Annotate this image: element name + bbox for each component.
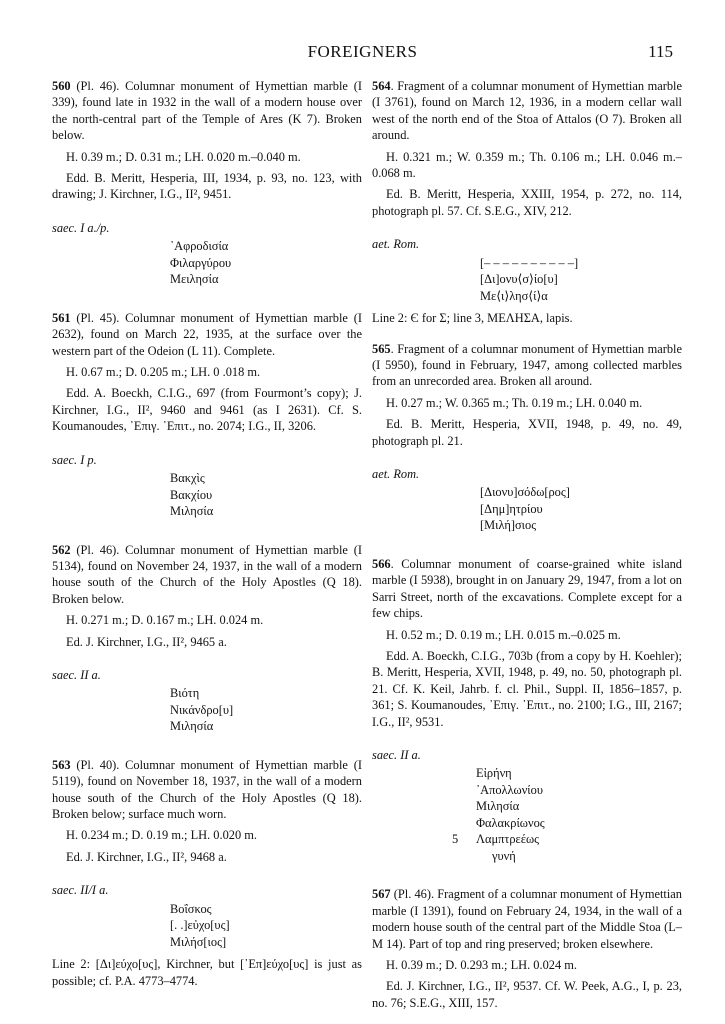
entry-date: aet. Rom. bbox=[372, 237, 420, 252]
inscription-line: [Διονυ]σόδω[ρος] bbox=[480, 485, 570, 500]
inscription-text bbox=[52, 685, 362, 735]
inscription-line: Νικάνδρο[υ] bbox=[170, 702, 234, 717]
entry-measurements: H. 0.39 m.; D. 0.31 m.; LH. 0.020 m.–0.040 m. bbox=[66, 149, 301, 164]
entry-description: 565. Fragment of a columnar monument of Hymettian marble (I 5950), found in February, 1947, among collected marbles from an unrecorded area. Broken all around. bbox=[372, 341, 682, 389]
inscription-text bbox=[52, 901, 362, 951]
entry-measurements: H. 0.52 m.; D. 0.19 m.; LH. 0.015 m.–0.025 m. bbox=[386, 627, 621, 642]
entry-number: 561 bbox=[52, 310, 71, 325]
inscription-text bbox=[372, 484, 682, 534]
entry-measurements: H. 0.39 m.; D. 0.293 m.; LH. 0.024 m. bbox=[386, 958, 578, 972]
inscription-line: Μιλησία bbox=[170, 504, 214, 518]
entry-date: saec. II a. bbox=[372, 747, 421, 762]
inscription-line: Με⟨ι⟩λησ⟨ί⟩α bbox=[480, 288, 548, 303]
inscription-line: Λαμπτρεέως bbox=[476, 832, 540, 847]
inscription-line: γυνή bbox=[492, 848, 516, 863]
running-title: FOREIGNERS bbox=[307, 42, 418, 61]
inscription-line: [– – – – – – – – – –] bbox=[480, 255, 579, 270]
inscription-line: Φιλαργύρου bbox=[170, 255, 232, 270]
entry-measurements: H. 0.234 m.; D. 0.19 m.; LH. 0.020 m. bbox=[66, 828, 258, 843]
inscription-line: [. .]εὐχο[υς] bbox=[170, 918, 230, 933]
entry-editions: Ed. J. Kirchner, I.G., II², 9468 a. bbox=[66, 849, 227, 864]
page-number: 115 bbox=[648, 42, 673, 61]
inscription-line: Φαλακρίωνος bbox=[476, 815, 545, 830]
entry-measurements: H. 0.67 m.; D. 0.205 m.; LH. 0 .018 m. bbox=[66, 364, 261, 379]
entry-note: Line 2: Є for Σ; line 3, ΜΕΛΗΣΑ, lapis. bbox=[372, 311, 573, 326]
inscription-text bbox=[52, 470, 362, 520]
inscription-line: Μειλησία bbox=[170, 272, 219, 287]
inscription-line: [Δημ]ητρίου bbox=[480, 501, 543, 516]
inscription-line: Βοΐσκος bbox=[170, 901, 212, 916]
entry-desc-text: Fragment of a columnar monument of Hymettian marble (I 3761), found on March 12, 1936, in a modern cellar wall west of the north end of the Stoa of Attalos (O 7). Broken all around. bbox=[372, 79, 682, 143]
entry-measurements: H. 0.27 m.; W. 0.365 m.; Th. 0.19 m.; LH. 0.040 m. bbox=[386, 395, 643, 410]
entry-description bbox=[52, 542, 362, 608]
entry-desc-text: (Pl. 40). Columnar monument of Hymettian marble (I 5119), found on November 18, 1937, in the wall of a modern house south of the Church of the Holy Apostles (Q 18). Broken below; surface much worn. bbox=[52, 757, 362, 822]
entry-number: 563 bbox=[52, 757, 71, 772]
entry-desc-text: (Pl. 46). Columnar monument of Hymettian marble (I 5134), found on November 24, 1937, in the wall of a modern house south of the Church of the Holy Apostles (Q 18). Broken below. bbox=[52, 542, 362, 606]
entry-number: 564 bbox=[372, 79, 391, 93]
entry-number: 562 bbox=[52, 542, 71, 557]
left-column bbox=[52, 78, 362, 989]
inscription-line: Εἰρήνη bbox=[476, 766, 512, 781]
inscription-line-numbered bbox=[452, 831, 682, 848]
entry-desc-text: (Pl. 45). Columnar monument of Hymettian marble (I 2632), found on March 22, 1935, at the surface over the western part of the Odeion (L 11). Complete. bbox=[52, 310, 362, 358]
entry-566 bbox=[372, 556, 682, 864]
inscription-line: ᾿Αφροδισία bbox=[170, 239, 229, 254]
inscription-line: ᾿Απολλωνίου bbox=[476, 782, 543, 797]
entry-date: saec. II a. bbox=[52, 667, 101, 682]
entry-measurements: H. 0.321 m.; W. 0.359 m.; Th. 0.106 m.; LH. 0.046 m.–0.068 m. bbox=[372, 149, 682, 181]
entry-563 bbox=[52, 757, 362, 989]
entry-desc-text: Fragment of a columnar monument of Hymettian marble (I 5950), found in February, 1947, among collected marbles from an unrecorded area. Broken all around. bbox=[372, 341, 682, 389]
entry-565 bbox=[372, 341, 682, 534]
inscription-line: Βιότη bbox=[170, 686, 200, 701]
inscription-text bbox=[52, 238, 362, 288]
inscription-line: [Δι]ονυ⟨σ⟩ίο[υ] bbox=[480, 272, 558, 287]
entry-editions: Edd. A. Boeckh, C.I.G., 697 (from Fourmont’s copy); J. Kirchner, I.G., II², 9460 and 9461 (as I 2631). Cf. S. Koumanoudes, ᾿Επιγ. ᾿Επιτ., no. 2074; I.G., II, 3206. bbox=[52, 386, 362, 434]
entry-measurements: H. 0.271 m.; D. 0.167 m.; LH. 0.024 m. bbox=[66, 613, 264, 628]
inscription-line: Μιλησία bbox=[476, 799, 520, 814]
entry-561 bbox=[52, 310, 362, 520]
entry-date: saec. I a./p. bbox=[52, 220, 110, 235]
entry-editions: Edd. A. Boeckh, C.I.G., 703b (from a copy by H. Koehler); B. Meritt, Hesperia, XVII, 1948, p. 49, no. 50, photograph pl. 21. Cf. K. Keil, Jahrb. f. cl. Phil., Suppl. II, 1856–1857, p. 361; S. Koumanoudes, ᾿Επιγ. ᾿Επιτ., no. 2100; I.G., III, 2167; I.G., II², 9531. bbox=[372, 648, 682, 729]
entry-editions: Ed. J. Kirchner, I.G., II², 9537. Cf. W. Peek, A.G., I, p. 23, no. 76; S.E.G., XIII, 157. bbox=[372, 979, 682, 1010]
entry-description bbox=[52, 757, 362, 823]
entry-date: aet. Rom. bbox=[372, 467, 420, 481]
entry-editions: Ed. B. Meritt, Hesperia, XVII, 1948, p. 49, no. 49, photograph pl. 21. bbox=[372, 417, 682, 448]
entry-description bbox=[372, 886, 682, 952]
entry-number: 560 bbox=[52, 79, 71, 93]
entry-560 bbox=[52, 78, 362, 288]
inscription-text bbox=[372, 255, 682, 305]
page-header bbox=[0, 42, 725, 66]
entry-date: saec. II/I a. bbox=[52, 883, 109, 898]
entry-note: Line 2: [Δι]εύχο[υς], Kirchner, but [᾿Επ]εύχο[υς] is just as possible; cf. P.A. 4773–4774. bbox=[52, 957, 362, 988]
entry-564 bbox=[372, 78, 682, 327]
entry-desc-text: Columnar monument of coarse-grained white island marble (I 5938), brought in on January 29, 1947, from a lot on Sarri Street, north of the excavations. Complete except for a few chips. bbox=[372, 556, 682, 621]
entry-number: 567 bbox=[372, 887, 391, 902]
entry-desc-text: (Pl. 46). Fragment of a columnar monument of Hymettian marble (I 1391), found on February 24, 1934, in the wall of a modern house south of the central part of the Middle Stoa (L–M 14). Part of top and ring preserved; broken elsewhere. bbox=[372, 887, 682, 951]
entry-567 bbox=[372, 886, 682, 1011]
entry-description: 566. Columnar monument of coarse-grained white island marble (I 5938), brought in on January 29, 1947, from a lot on Sarri Street, north of the excavations. Complete except for a few chips. bbox=[372, 556, 682, 621]
entry-description bbox=[52, 78, 362, 144]
entry-number: 565 bbox=[372, 341, 391, 356]
inscription-line: Βακχὶς bbox=[170, 471, 205, 485]
entry-editions: Ed. B. Meritt, Hesperia, XXIII, 1954, p. 272, no. 114, photograph pl. 57. Cf. S.E.G., XIV, 212. bbox=[372, 187, 682, 218]
entry-editions: Ed. J. Kirchner, I.G., II², 9465 a. bbox=[66, 634, 227, 649]
inscription-line: [Μιλή]σιος bbox=[480, 518, 537, 533]
entry-editions: Edd. B. Meritt, Hesperia, III, 1934, p. 93, no. 123, with drawing; J. Kirchner, I.G., II², 9451. bbox=[52, 171, 362, 202]
inscription-line: Μιλησία bbox=[170, 719, 214, 734]
inscription-text bbox=[372, 765, 682, 864]
inscription-line: Μιλήσ[ιος] bbox=[170, 934, 227, 949]
entry-desc-text: (Pl. 46). Columnar monument of Hymettian marble (I 339), found late in 1932 in the wall of a modern house over the north-central part of the Temple of Ares (K 7). Broken below. bbox=[52, 79, 362, 143]
entry-description: 564. Fragment of a columnar monument of Hymettian marble (I 3761), found on March 12, 1936, in a modern cellar wall west of the north end of the Stoa of Attalos (O 7). Broken all around. bbox=[372, 79, 682, 143]
inscription-line: Βακχίου bbox=[170, 487, 213, 502]
line-number: 5 bbox=[452, 832, 459, 847]
entry-description bbox=[52, 310, 362, 359]
right-column bbox=[372, 78, 682, 1016]
entry-562 bbox=[52, 542, 362, 735]
entry-date: saec. I p. bbox=[52, 452, 97, 467]
entry-number: 566 bbox=[372, 556, 391, 571]
